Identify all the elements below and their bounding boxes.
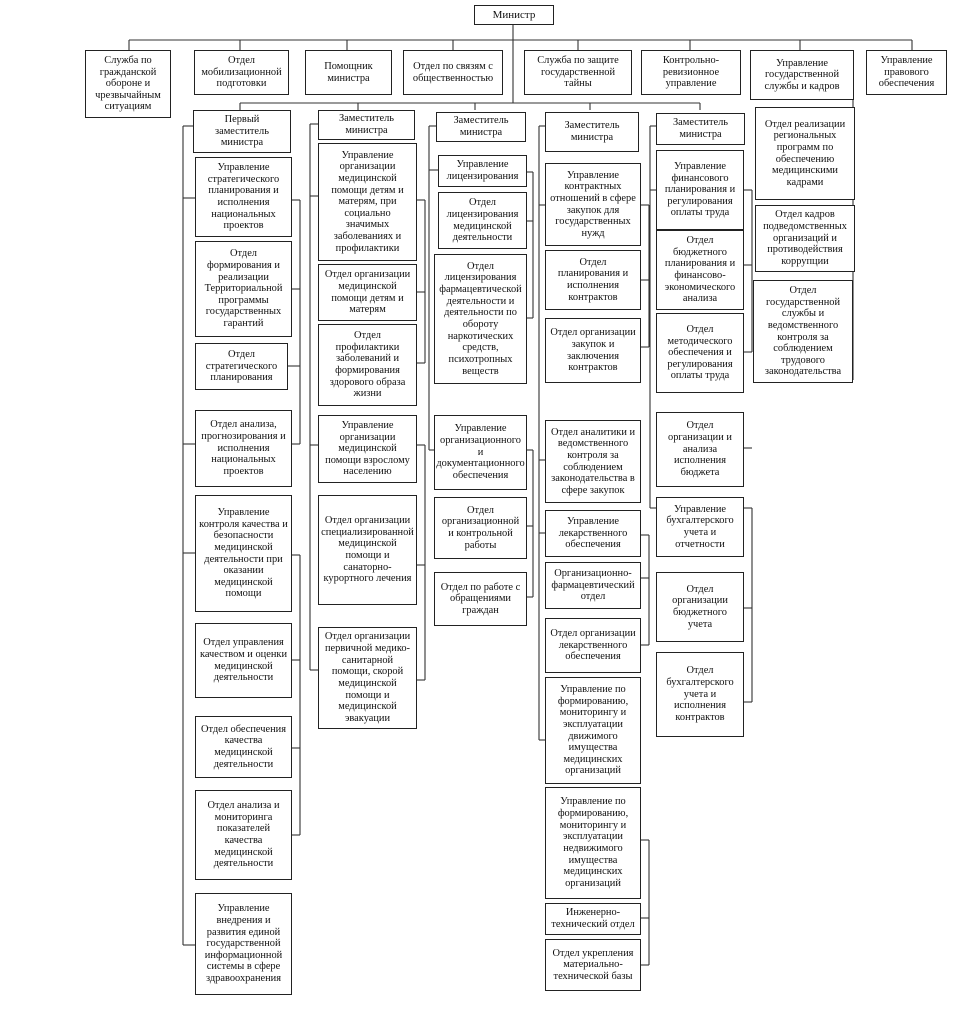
legal-box: Управление правового обеспечения [866,50,947,95]
col1-head: Первый заместитель министра [193,110,291,153]
col5-unit-4: Отдел организации и анализа исполнения бюджета [656,412,744,487]
assistant-box: Помощник министра [305,50,392,95]
col2-unit-6: Отдел организации первичной медико-санитарной помощи, скорой медицинской помощи и медицинской эвакуации [318,627,417,729]
civil-defense-box: Служба по гражданской обороне и чрезвычайным ситуациям [85,50,171,118]
state-secret-box: Служба по защите государственной тайны [524,50,632,95]
mobilization-box: Отдел мобилизационной подготовки [194,50,289,95]
col3-unit-6: Отдел по работе с обращениями граждан [434,572,527,626]
col1-unit-4: Отдел анализа, прогнозирования и исполнения национальных проектов [195,410,292,487]
col5-unit-3: Отдел методического обеспечения и регулирования оплаты труда [656,313,744,393]
col3-unit-1: Управление лицензирования [438,155,527,187]
col3-unit-4: Управление организационного и документационного обеспечения [434,415,527,490]
col4-head: Заместитель министра [545,112,639,152]
col4-unit-11: Отдел укрепления материально-технической базы [545,939,641,991]
col4-unit-1: Управление контрактных отношений в сфере закупок для государственных нужд [545,163,641,246]
col4-unit-4: Отдел аналитики и ведомственного контроля за соблюдением законодательства в сфере закупок [545,420,641,503]
col3-unit-3: Отдел лицензирования фармацевтической деятельности и деятельности по обороту наркотических средств, психотропных веществ [434,254,527,384]
col4-unit-5: Управление лекарственного обеспечения [545,510,641,557]
col5-head: Заместитель министра [656,113,745,145]
col4-unit-6: Организационно-фармацевтический отдел [545,562,641,609]
audit-box: Контрольно-ревизионное управление [641,50,741,95]
col5-unit-7: Отдел бухгалтерского учета и исполнения контрактов [656,652,744,737]
col4-unit-2: Отдел планирования и исполнения контрактов [545,250,641,310]
col5-unit-1: Управление финансового планирования и регулирования оплаты труда [656,150,744,230]
col1-unit-3: Отдел стратегического планирования [195,343,288,390]
col1-unit-9: Управление внедрения и развития единой государственной информационной системы в сфере здравоохранения [195,893,292,995]
civil-service-box: Управление государственной службы и кадров [750,50,854,100]
public-relations-box: Отдел по связям с общественностью [403,50,503,95]
col3-head: Заместитель министра [436,112,526,142]
civil-service-dept-1: Отдел реализации региональных программ по обеспечению медицинскими кадрами [755,107,855,200]
col5-unit-5: Управление бухгалтерского учета и отчетности [656,497,744,557]
minister-box: Министр [474,5,554,25]
col5-unit-6: Отдел организации бюджетного учета [656,572,744,642]
col5-unit-2: Отдел бюджетного планирования и финансово-экономического анализа [656,230,744,310]
col2-unit-3: Отдел профилактики заболеваний и формирования здорового образа жизни [318,324,417,406]
col3-unit-5: Отдел организационной и контрольной работы [434,497,527,559]
col4-unit-9: Управление по формированию, мониторингу и эксплуатации недвижимого имущества медицинских организаций [545,787,641,899]
col1-unit-6: Отдел управления качеством и оценки медицинской деятельности [195,623,292,698]
col2-unit-2: Отдел организации медицинской помощи детям и матерям [318,264,417,321]
col1-unit-5: Управление контроля качества и безопасности медицинской деятельности при оказании медицинской помощи [195,495,292,612]
col1-unit-2: Отдел формирования и реализации Территориальной программы государственных гарантий [195,241,292,337]
col1-unit-7: Отдел обеспечения качества медицинской деятельности [195,716,292,778]
col4-unit-7: Отдел организации лекарственного обеспечения [545,618,641,673]
col2-head: Заместитель министра [318,110,415,140]
col2-unit-4: Управление организации медицинской помощи взрослому населению [318,415,417,483]
col1-unit-1: Управление стратегического планирования и исполнения национальных проектов [195,157,292,237]
col4-unit-8: Управление по формированию, мониторингу и эксплуатации движимого имущества медицинских организаций [545,677,641,784]
col3-unit-2: Отдел лицензирования медицинской деятельности [438,192,527,249]
col4-unit-10: Инженерно-технический отдел [545,903,641,935]
col2-unit-1: Управление организации медицинской помощи детям и матерям, при социально значимых заболеваниях и профилактики [318,143,417,261]
civil-service-dept-3: Отдел государственной службы и ведомственного контроля за соблюдением трудового законодательства [753,280,853,383]
civil-service-dept-2: Отдел кадров подведомственных организаций и противодействия коррупции [755,205,855,272]
col4-unit-3: Отдел организации закупок и заключения контрактов [545,318,641,383]
col2-unit-5: Отдел организации специализированной медицинской помощи и санаторно-курортного лечения [318,495,417,605]
col1-unit-8: Отдел анализа и мониторинга показателей качества медицинской деятельности [195,790,292,880]
